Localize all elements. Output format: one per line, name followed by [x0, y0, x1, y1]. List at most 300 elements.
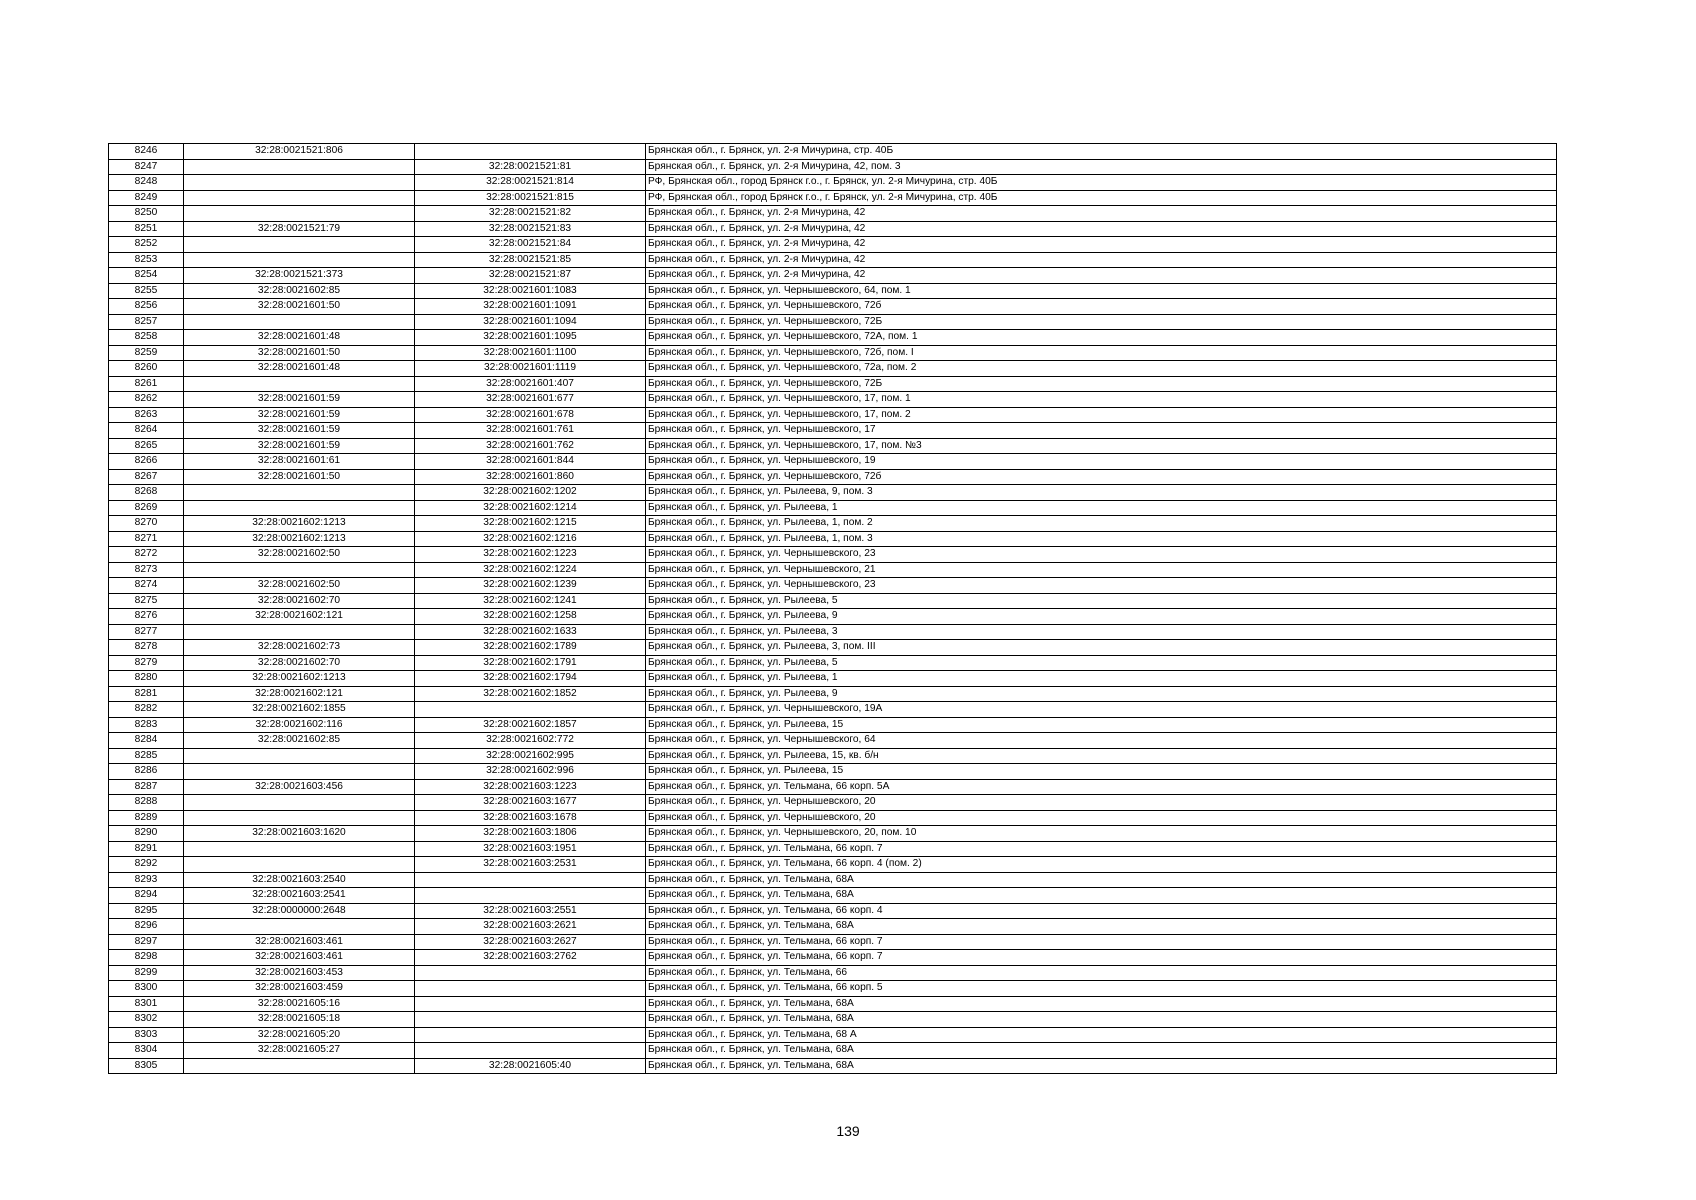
building-cadastral-number-cell — [415, 144, 646, 160]
row-number-cell: 8288 — [109, 795, 184, 811]
row-number-cell: 8299 — [109, 965, 184, 981]
parcel-cadastral-number-cell — [184, 748, 415, 764]
building-cadastral-number-cell: 32:28:0021601:677 — [415, 392, 646, 408]
building-cadastral-number-cell: 32:28:0021521:81 — [415, 159, 646, 175]
table-row — [109, 950, 1557, 966]
address-cell: Брянская обл., г. Брянск, ул. Чернышевского, 23 — [646, 578, 1557, 594]
table-row — [109, 221, 1557, 237]
address-cell: Брянская обл., г. Брянск, ул. Тельмана, 68А — [646, 872, 1557, 888]
row-number-cell: 8268 — [109, 485, 184, 501]
row-number-cell: 8251 — [109, 221, 184, 237]
data-table — [108, 143, 1557, 1074]
parcel-cadastral-number-cell: 32:28:0021601:50 — [184, 469, 415, 485]
parcel-cadastral-number-cell: 32:28:0021601:61 — [184, 454, 415, 470]
table-row — [109, 562, 1557, 578]
building-cadastral-number-cell: 32:28:0021521:83 — [415, 221, 646, 237]
parcel-cadastral-number-cell — [184, 190, 415, 206]
building-cadastral-number-cell: 32:28:0021602:1239 — [415, 578, 646, 594]
table-row — [109, 500, 1557, 516]
parcel-cadastral-number-cell — [184, 624, 415, 640]
building-cadastral-number-cell — [415, 965, 646, 981]
building-cadastral-number-cell: 32:28:0021602:1852 — [415, 686, 646, 702]
address-cell: Брянская обл., г. Брянск, ул. Рылеева, 15 — [646, 764, 1557, 780]
building-cadastral-number-cell: 32:28:0021602:1857 — [415, 717, 646, 733]
building-cadastral-number-cell: 32:28:0021521:815 — [415, 190, 646, 206]
building-cadastral-number-cell: 32:28:0021602:1215 — [415, 516, 646, 532]
building-cadastral-number-cell: 32:28:0021602:995 — [415, 748, 646, 764]
building-cadastral-number-cell: 32:28:0021605:40 — [415, 1058, 646, 1074]
parcel-cadastral-number-cell: 32:28:0021602:121 — [184, 686, 415, 702]
row-number-cell: 8277 — [109, 624, 184, 640]
table-row — [109, 795, 1557, 811]
row-number-cell: 8264 — [109, 423, 184, 439]
address-cell: Брянская обл., г. Брянск, ул. Чернышевского, 20, пом. 10 — [646, 826, 1557, 842]
table-row — [109, 1043, 1557, 1059]
table-row — [109, 671, 1557, 687]
address-cell: Брянская обл., г. Брянск, ул. Рылеева, 9 — [646, 686, 1557, 702]
table-row — [109, 516, 1557, 532]
building-cadastral-number-cell — [415, 981, 646, 997]
row-number-cell: 8257 — [109, 314, 184, 330]
row-number-cell: 8296 — [109, 919, 184, 935]
address-cell: Брянская обл., г. Брянск, ул. Чернышевского, 19А — [646, 702, 1557, 718]
table-row — [109, 407, 1557, 423]
row-number-cell: 8282 — [109, 702, 184, 718]
parcel-cadastral-number-cell — [184, 841, 415, 857]
building-cadastral-number-cell: 32:28:0021603:1678 — [415, 810, 646, 826]
building-cadastral-number-cell: 32:28:0021601:1119 — [415, 361, 646, 377]
table-row — [109, 376, 1557, 392]
address-cell: Брянская обл., г. Брянск, ул. Тельмана, 68А — [646, 1043, 1557, 1059]
parcel-cadastral-number-cell: 32:28:0021602:73 — [184, 640, 415, 656]
table-row — [109, 981, 1557, 997]
row-number-cell: 8272 — [109, 547, 184, 563]
parcel-cadastral-number-cell: 32:28:0021521:79 — [184, 221, 415, 237]
building-cadastral-number-cell: 32:28:0021601:1095 — [415, 330, 646, 346]
address-cell: Брянская обл., г. Брянск, ул. 2-я Мичурина, 42 — [646, 252, 1557, 268]
parcel-cadastral-number-cell: 32:28:0021601:48 — [184, 330, 415, 346]
table-row — [109, 996, 1557, 1012]
table-row — [109, 624, 1557, 640]
row-number-cell: 8246 — [109, 144, 184, 160]
row-number-cell: 8305 — [109, 1058, 184, 1074]
parcel-cadastral-number-cell — [184, 237, 415, 253]
building-cadastral-number-cell: 32:28:0021602:1223 — [415, 547, 646, 563]
address-cell: Брянская обл., г. Брянск, ул. Тельмана, 66 корп. 7 — [646, 841, 1557, 857]
building-cadastral-number-cell: 32:28:0021602:1224 — [415, 562, 646, 578]
table-row — [109, 686, 1557, 702]
row-number-cell: 8294 — [109, 888, 184, 904]
building-cadastral-number-cell: 32:28:0021603:2551 — [415, 903, 646, 919]
table-row — [109, 640, 1557, 656]
table-row — [109, 144, 1557, 160]
building-cadastral-number-cell: 32:28:0021603:2531 — [415, 857, 646, 873]
building-cadastral-number-cell: 32:28:0021601:762 — [415, 438, 646, 454]
building-cadastral-number-cell: 32:28:0021603:1951 — [415, 841, 646, 857]
row-number-cell: 8255 — [109, 283, 184, 299]
address-cell: Брянская обл., г. Брянск, ул. 2-я Мичурина, 42 — [646, 237, 1557, 253]
address-cell: Брянская обл., г. Брянск, ул. Рылеева, 3 — [646, 624, 1557, 640]
row-number-cell: 8274 — [109, 578, 184, 594]
address-cell: Брянская обл., г. Брянск, ул. Рылеева, 9, пом. 3 — [646, 485, 1557, 501]
table-row — [109, 779, 1557, 795]
row-number-cell: 8291 — [109, 841, 184, 857]
table-row — [109, 1027, 1557, 1043]
address-cell: Брянская обл., г. Брянск, ул. Чернышевского, 19 — [646, 454, 1557, 470]
parcel-cadastral-number-cell — [184, 206, 415, 222]
building-cadastral-number-cell: 32:28:0021601:761 — [415, 423, 646, 439]
parcel-cadastral-number-cell: 32:28:0021602:85 — [184, 283, 415, 299]
table-row — [109, 857, 1557, 873]
table-row — [109, 888, 1557, 904]
row-number-cell: 8292 — [109, 857, 184, 873]
address-cell: Брянская обл., г. Брянск, ул. Чернышевского, 20 — [646, 810, 1557, 826]
address-cell: Брянская обл., г. Брянск, ул. Чернышевского, 17, пом. №3 — [646, 438, 1557, 454]
row-number-cell: 8298 — [109, 950, 184, 966]
table-row — [109, 578, 1557, 594]
table-row — [109, 314, 1557, 330]
building-cadastral-number-cell: 32:28:0021601:1083 — [415, 283, 646, 299]
table-row — [109, 330, 1557, 346]
address-cell: Брянская обл., г. Брянск, ул. Рылеева, 5 — [646, 593, 1557, 609]
building-cadastral-number-cell: 32:28:0021603:1806 — [415, 826, 646, 842]
address-cell: Брянская обл., г. Брянск, ул. Тельмана, 68А — [646, 888, 1557, 904]
parcel-cadastral-number-cell: 32:28:0021603:461 — [184, 934, 415, 950]
building-cadastral-number-cell: 32:28:0021521:84 — [415, 237, 646, 253]
building-cadastral-number-cell: 32:28:0021603:1677 — [415, 795, 646, 811]
building-cadastral-number-cell: 32:28:0021601:860 — [415, 469, 646, 485]
parcel-cadastral-number-cell: 32:28:0021602:1213 — [184, 516, 415, 532]
address-cell: Брянская обл., г. Брянск, ул. 2-я Мичурина, 42 — [646, 206, 1557, 222]
parcel-cadastral-number-cell: 32:28:0021605:27 — [184, 1043, 415, 1059]
table-row — [109, 733, 1557, 749]
building-cadastral-number-cell: 32:28:0021601:1094 — [415, 314, 646, 330]
address-cell: Брянская обл., г. Брянск, ул. 2-я Мичурина, стр. 40Б — [646, 144, 1557, 160]
row-number-cell: 8254 — [109, 268, 184, 284]
table-row — [109, 547, 1557, 563]
building-cadastral-number-cell: 32:28:0021602:1791 — [415, 655, 646, 671]
building-cadastral-number-cell: 32:28:0021602:1241 — [415, 593, 646, 609]
address-cell: Брянская обл., г. Брянск, ул. Рылеева, 9 — [646, 609, 1557, 625]
parcel-cadastral-number-cell — [184, 500, 415, 516]
table-row — [109, 454, 1557, 470]
address-cell: Брянская обл., г. Брянск, ул. Чернышевского, 72б — [646, 299, 1557, 315]
parcel-cadastral-number-cell — [184, 314, 415, 330]
address-cell: Брянская обл., г. Брянск, ул. Чернышевского, 72А, пом. 1 — [646, 330, 1557, 346]
row-number-cell: 8285 — [109, 748, 184, 764]
table-row — [109, 748, 1557, 764]
table-row — [109, 175, 1557, 191]
parcel-cadastral-number-cell: 32:28:0021602:1855 — [184, 702, 415, 718]
building-cadastral-number-cell: 32:28:0021521:85 — [415, 252, 646, 268]
parcel-cadastral-number-cell: 32:28:0021603:2541 — [184, 888, 415, 904]
parcel-cadastral-number-cell — [184, 857, 415, 873]
row-number-cell: 8248 — [109, 175, 184, 191]
row-number-cell: 8300 — [109, 981, 184, 997]
parcel-cadastral-number-cell: 32:28:0021602:85 — [184, 733, 415, 749]
parcel-cadastral-number-cell: 32:28:0000000:2648 — [184, 903, 415, 919]
table-row — [109, 1058, 1557, 1074]
address-cell: Брянская обл., г. Брянск, ул. Тельмана, 66 корп. 5А — [646, 779, 1557, 795]
address-cell: Брянская обл., г. Брянск, ул. Рылеева, 15 — [646, 717, 1557, 733]
table-row — [109, 345, 1557, 361]
parcel-cadastral-number-cell — [184, 376, 415, 392]
table-row — [109, 469, 1557, 485]
parcel-cadastral-number-cell: 32:28:0021601:59 — [184, 392, 415, 408]
parcel-cadastral-number-cell — [184, 562, 415, 578]
parcel-cadastral-number-cell: 32:28:0021603:461 — [184, 950, 415, 966]
table-row — [109, 826, 1557, 842]
row-number-cell: 8265 — [109, 438, 184, 454]
table-row — [109, 423, 1557, 439]
row-number-cell: 8269 — [109, 500, 184, 516]
address-cell: Брянская обл., г. Брянск, ул. Чернышевского, 17, пом. 1 — [646, 392, 1557, 408]
address-cell: Брянская обл., г. Брянск, ул. Чернышевского, 72б, пом. I — [646, 345, 1557, 361]
row-number-cell: 8281 — [109, 686, 184, 702]
address-cell: Брянская обл., г. Брянск, ул. Чернышевского, 72Б — [646, 314, 1557, 330]
table-body — [109, 144, 1557, 1074]
building-cadastral-number-cell: 32:28:0021603:2621 — [415, 919, 646, 935]
row-number-cell: 8295 — [109, 903, 184, 919]
address-cell: Брянская обл., г. Брянск, ул. Чернышевского, 17 — [646, 423, 1557, 439]
parcel-cadastral-number-cell: 32:28:0021603:2540 — [184, 872, 415, 888]
building-cadastral-number-cell: 32:28:0021521:87 — [415, 268, 646, 284]
row-number-cell: 8276 — [109, 609, 184, 625]
row-number-cell: 8287 — [109, 779, 184, 795]
parcel-cadastral-number-cell: 32:28:0021605:16 — [184, 996, 415, 1012]
building-cadastral-number-cell — [415, 872, 646, 888]
building-cadastral-number-cell: 32:28:0021602:1202 — [415, 485, 646, 501]
table-row — [109, 206, 1557, 222]
row-number-cell: 8253 — [109, 252, 184, 268]
address-cell: Брянская обл., г. Брянск, ул. 2-я Мичурина, 42, пом. 3 — [646, 159, 1557, 175]
address-cell: Брянская обл., г. Брянск, ул. Чернышевского, 72Б — [646, 376, 1557, 392]
address-cell: Брянская обл., г. Брянск, ул. Тельмана, 66 корп. 4 — [646, 903, 1557, 919]
row-number-cell: 8289 — [109, 810, 184, 826]
parcel-cadastral-number-cell: 32:28:0021602:50 — [184, 578, 415, 594]
address-cell: Брянская обл., г. Брянск, ул. Тельмана, 68А — [646, 1012, 1557, 1028]
parcel-cadastral-number-cell: 32:28:0021602:1213 — [184, 531, 415, 547]
parcel-cadastral-number-cell: 32:28:0021602:70 — [184, 593, 415, 609]
row-number-cell: 8293 — [109, 872, 184, 888]
parcel-cadastral-number-cell: 32:28:0021602:116 — [184, 717, 415, 733]
parcel-cadastral-number-cell: 32:28:0021602:70 — [184, 655, 415, 671]
parcel-cadastral-number-cell: 32:28:0021602:1213 — [184, 671, 415, 687]
address-cell: Брянская обл., г. Брянск, ул. Рылеева, 15, кв. б/н — [646, 748, 1557, 764]
building-cadastral-number-cell: 32:28:0021521:814 — [415, 175, 646, 191]
parcel-cadastral-number-cell: 32:28:0021603:456 — [184, 779, 415, 795]
row-number-cell: 8284 — [109, 733, 184, 749]
building-cadastral-number-cell: 32:28:0021603:1223 — [415, 779, 646, 795]
row-number-cell: 8250 — [109, 206, 184, 222]
address-cell: Брянская обл., г. Брянск, ул. Тельмана, 66 корп. 7 — [646, 934, 1557, 950]
table-row — [109, 159, 1557, 175]
parcel-cadastral-number-cell: 32:28:0021601:50 — [184, 299, 415, 315]
parcel-cadastral-number-cell — [184, 175, 415, 191]
address-cell: Брянская обл., г. Брянск, ул. Тельмана, 68А — [646, 1058, 1557, 1074]
row-number-cell: 8267 — [109, 469, 184, 485]
row-number-cell: 8266 — [109, 454, 184, 470]
row-number-cell: 8286 — [109, 764, 184, 780]
address-cell: Брянская обл., г. Брянск, ул. Тельмана, 66 корп. 7 — [646, 950, 1557, 966]
parcel-cadastral-number-cell: 32:28:0021602:50 — [184, 547, 415, 563]
row-number-cell: 8270 — [109, 516, 184, 532]
table-row — [109, 252, 1557, 268]
building-cadastral-number-cell: 32:28:0021601:407 — [415, 376, 646, 392]
building-cadastral-number-cell — [415, 702, 646, 718]
table-row — [109, 934, 1557, 950]
row-number-cell: 8278 — [109, 640, 184, 656]
address-cell: Брянская обл., г. Брянск, ул. Чернышевского, 64, пом. 1 — [646, 283, 1557, 299]
page-number: 139 — [836, 1123, 860, 1139]
address-cell: Брянская обл., г. Брянск, ул. Рылеева, 1, пом. 3 — [646, 531, 1557, 547]
address-cell: Брянская обл., г. Брянск, ул. Тельмана, 66 корп. 5 — [646, 981, 1557, 997]
address-cell: Брянская обл., г. Брянск, ул. Чернышевского, 64 — [646, 733, 1557, 749]
parcel-cadastral-number-cell — [184, 485, 415, 501]
table-row — [109, 841, 1557, 857]
address-cell: Брянская обл., г. Брянск, ул. Чернышевского, 17, пом. 2 — [646, 407, 1557, 423]
building-cadastral-number-cell — [415, 1043, 646, 1059]
row-number-cell: 8280 — [109, 671, 184, 687]
address-cell: Брянская обл., г. Брянск, ул. Тельмана, 68 А — [646, 1027, 1557, 1043]
row-number-cell: 8271 — [109, 531, 184, 547]
table-row — [109, 965, 1557, 981]
building-cadastral-number-cell: 32:28:0021602:1633 — [415, 624, 646, 640]
table-row — [109, 190, 1557, 206]
address-cell: Брянская обл., г. Брянск, ул. Рылеева, 1 — [646, 671, 1557, 687]
parcel-cadastral-number-cell — [184, 919, 415, 935]
parcel-cadastral-number-cell: 32:28:0021601:59 — [184, 407, 415, 423]
row-number-cell: 8263 — [109, 407, 184, 423]
building-cadastral-number-cell — [415, 1012, 646, 1028]
building-cadastral-number-cell: 32:28:0021601:678 — [415, 407, 646, 423]
table-row — [109, 593, 1557, 609]
parcel-cadastral-number-cell — [184, 252, 415, 268]
building-cadastral-number-cell: 32:28:0021603:2762 — [415, 950, 646, 966]
building-cadastral-number-cell: 32:28:0021602:1789 — [415, 640, 646, 656]
row-number-cell: 8303 — [109, 1027, 184, 1043]
address-cell: Брянская обл., г. Брянск, ул. Рылеева, 3, пом. III — [646, 640, 1557, 656]
table-row — [109, 268, 1557, 284]
row-number-cell: 8249 — [109, 190, 184, 206]
row-number-cell: 8258 — [109, 330, 184, 346]
table-row — [109, 903, 1557, 919]
row-number-cell: 8297 — [109, 934, 184, 950]
parcel-cadastral-number-cell — [184, 810, 415, 826]
address-cell: Брянская обл., г. Брянск, ул. Чернышевского, 20 — [646, 795, 1557, 811]
parcel-cadastral-number-cell — [184, 795, 415, 811]
table-row — [109, 361, 1557, 377]
parcel-cadastral-number-cell — [184, 1058, 415, 1074]
address-cell: Брянская обл., г. Брянск, ул. Тельмана, 66 — [646, 965, 1557, 981]
parcel-cadastral-number-cell: 32:28:0021603:1620 — [184, 826, 415, 842]
parcel-cadastral-number-cell: 32:28:0021601:59 — [184, 423, 415, 439]
row-number-cell: 8273 — [109, 562, 184, 578]
parcel-cadastral-number-cell: 32:28:0021603:459 — [184, 981, 415, 997]
parcel-cadastral-number-cell: 32:28:0021521:806 — [184, 144, 415, 160]
building-cadastral-number-cell: 32:28:0021602:772 — [415, 733, 646, 749]
row-number-cell: 8279 — [109, 655, 184, 671]
address-cell: Брянская обл., г. Брянск, ул. Чернышевского, 72а, пом. 2 — [646, 361, 1557, 377]
row-number-cell: 8283 — [109, 717, 184, 733]
table-row — [109, 299, 1557, 315]
address-cell: Брянская обл., г. Брянск, ул. Тельмана, 68А — [646, 919, 1557, 935]
row-number-cell: 8275 — [109, 593, 184, 609]
row-number-cell: 8252 — [109, 237, 184, 253]
building-cadastral-number-cell: 32:28:0021602:996 — [415, 764, 646, 780]
address-cell: РФ, Брянская обл., город Брянск г.о., г. Брянск, ул. 2-я Мичурина, стр. 40Б — [646, 175, 1557, 191]
building-cadastral-number-cell: 32:28:0021521:82 — [415, 206, 646, 222]
table-row — [109, 392, 1557, 408]
row-number-cell: 8290 — [109, 826, 184, 842]
parcel-cadastral-number-cell — [184, 159, 415, 175]
row-number-cell: 8262 — [109, 392, 184, 408]
address-cell: Брянская обл., г. Брянск, ул. 2-я Мичурина, 42 — [646, 268, 1557, 284]
table-row — [109, 609, 1557, 625]
parcel-cadastral-number-cell: 32:28:0021605:18 — [184, 1012, 415, 1028]
row-number-cell: 8247 — [109, 159, 184, 175]
row-number-cell: 8260 — [109, 361, 184, 377]
address-cell: Брянская обл., г. Брянск, ул. Рылеева, 5 — [646, 655, 1557, 671]
address-cell: Брянская обл., г. Брянск, ул. Рылеева, 1 — [646, 500, 1557, 516]
building-cadastral-number-cell: 32:28:0021601:1091 — [415, 299, 646, 315]
table-row — [109, 283, 1557, 299]
row-number-cell: 8304 — [109, 1043, 184, 1059]
building-cadastral-number-cell: 32:28:0021602:1216 — [415, 531, 646, 547]
building-cadastral-number-cell: 32:28:0021602:1214 — [415, 500, 646, 516]
table-row — [109, 531, 1557, 547]
parcel-cadastral-number-cell: 32:28:0021601:50 — [184, 345, 415, 361]
row-number-cell: 8259 — [109, 345, 184, 361]
table-row — [109, 919, 1557, 935]
table-row — [109, 764, 1557, 780]
table-row — [109, 485, 1557, 501]
table-row — [109, 237, 1557, 253]
parcel-cadastral-number-cell: 32:28:0021601:59 — [184, 438, 415, 454]
table-row — [109, 702, 1557, 718]
row-number-cell: 8256 — [109, 299, 184, 315]
row-number-cell: 8301 — [109, 996, 184, 1012]
building-cadastral-number-cell: 32:28:0021601:1100 — [415, 345, 646, 361]
row-number-cell: 8302 — [109, 1012, 184, 1028]
address-cell: Брянская обл., г. Брянск, ул. Чернышевского, 21 — [646, 562, 1557, 578]
address-cell: Брянская обл., г. Брянск, ул. Рылеева, 1, пом. 2 — [646, 516, 1557, 532]
parcel-cadastral-number-cell: 32:28:0021521:373 — [184, 268, 415, 284]
row-number-cell: 8261 — [109, 376, 184, 392]
table-row — [109, 655, 1557, 671]
address-cell: Брянская обл., г. Брянск, ул. Чернышевского, 72б — [646, 469, 1557, 485]
table-row — [109, 872, 1557, 888]
parcel-cadastral-number-cell: 32:28:0021602:121 — [184, 609, 415, 625]
table-row — [109, 438, 1557, 454]
parcel-cadastral-number-cell: 32:28:0021603:453 — [184, 965, 415, 981]
address-cell: Брянская обл., г. Брянск, ул. Чернышевского, 23 — [646, 547, 1557, 563]
building-cadastral-number-cell — [415, 996, 646, 1012]
table-row — [109, 1012, 1557, 1028]
address-cell: Брянская обл., г. Брянск, ул. 2-я Мичурина, 42 — [646, 221, 1557, 237]
table-row — [109, 810, 1557, 826]
building-cadastral-number-cell: 32:28:0021602:1794 — [415, 671, 646, 687]
building-cadastral-number-cell — [415, 888, 646, 904]
address-cell: Брянская обл., г. Брянск, ул. Тельмана, 68А — [646, 996, 1557, 1012]
address-cell: РФ, Брянская обл., город Брянск г.о., г. Брянск, ул. 2-я Мичурина, стр. 40Б — [646, 190, 1557, 206]
address-cell: Брянская обл., г. Брянск, ул. Тельмана, 66 корп. 4 (пом. 2) — [646, 857, 1557, 873]
building-cadastral-number-cell: 32:28:0021601:844 — [415, 454, 646, 470]
building-cadastral-number-cell: 32:28:0021603:2627 — [415, 934, 646, 950]
parcel-cadastral-number-cell: 32:28:0021601:48 — [184, 361, 415, 377]
parcel-cadastral-number-cell: 32:28:0021605:20 — [184, 1027, 415, 1043]
building-cadastral-number-cell: 32:28:0021602:1258 — [415, 609, 646, 625]
